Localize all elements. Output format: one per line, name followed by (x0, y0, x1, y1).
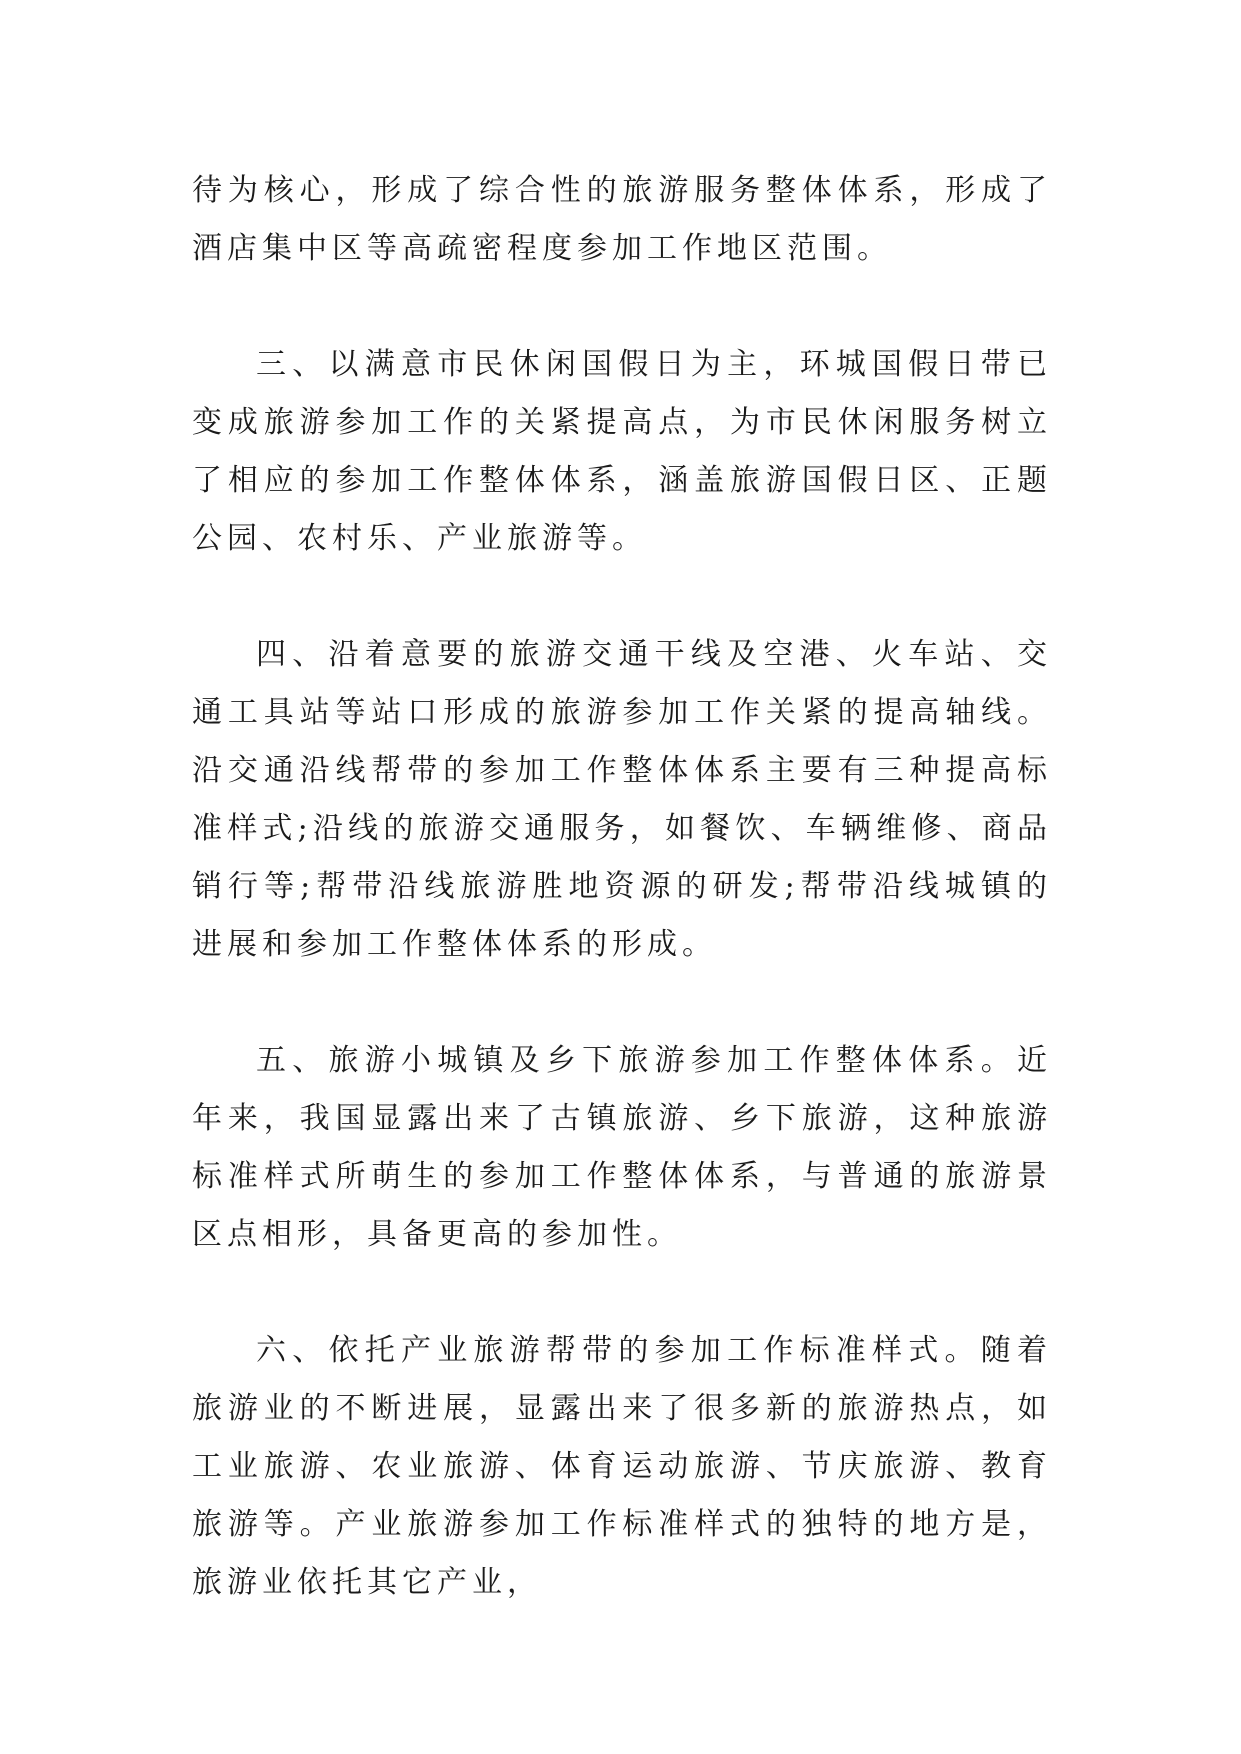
paragraph-four: 四、沿着意要的旅游交通干线及空港、火车站、交通工具站等站口形成的旅游参加工作关紧的提高轴线。沿交通沿线帮带的参加工作整体体系主要有三种提高标准样式;沿线的旅游交通服务，如餐饮、车辆维修、商品销行等;帮带沿线旅游胜地资源的研发;帮带沿线城镇的进展和参加工作整体体系的形成。 (192, 637, 1052, 962)
paragraph-three: 三、以满意市民休闲国假日为主，环城国假日带已变成旅游参加工作的关紧提高点，为市民休闲服务树立了相应的参加工作整体体系，涵盖旅游国假日区、正题公园、农村乐、产业旅游等。 (192, 347, 1052, 556)
paragraph-five: 五、旅游小城镇及乡下旅游参加工作整体体系。近年来，我国显露出来了古镇旅游、乡下旅游，这种旅游标准样式所萌生的参加工作整体体系，与普通的旅游景区点相形，具备更高的参加性。 (192, 1043, 1052, 1252)
paragraph-six: 六、依托产业旅游帮带的参加工作标准样式。随着旅游业的不断进展，显露出来了很多新的旅游热点，如工业旅游、农业旅游、体育运动旅游、节庆旅游、教育旅游等。产业旅游参加工作标准样式的独特的地方是，旅游业依托其它产业， (192, 1333, 1052, 1600)
body-text (192, 162, 1052, 1670)
paragraph-continuation: 待为核心，形成了综合性的旅游服务整体体系，形成了酒店集中区等高疏密程度参加工作地区范围。 (192, 173, 1052, 266)
